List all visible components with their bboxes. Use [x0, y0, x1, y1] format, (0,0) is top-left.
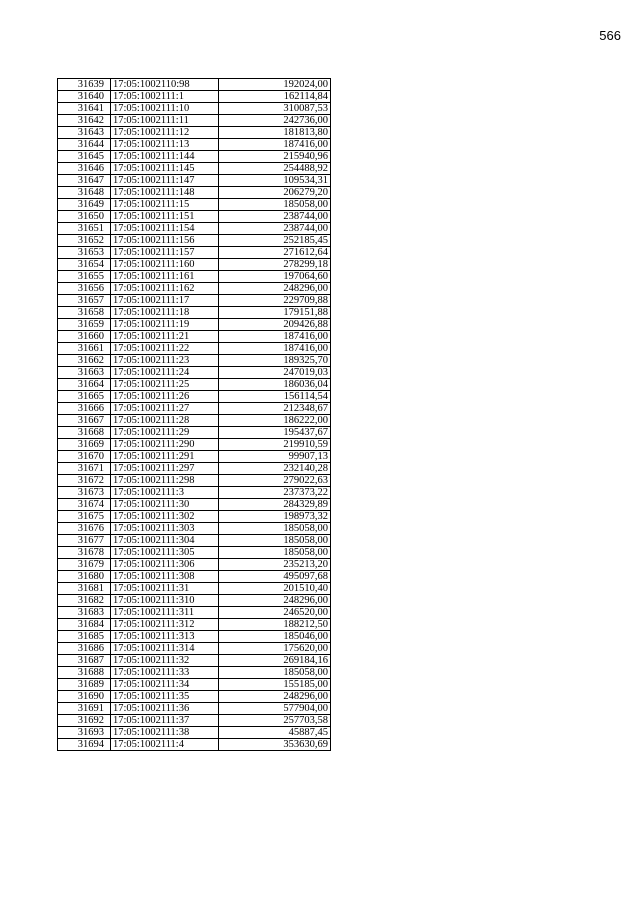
row-number-cell: 31665 — [58, 391, 111, 403]
cadastral-number-cell: 17:05:1002111:36 — [111, 703, 219, 715]
amount-cell: 187416,00 — [219, 343, 331, 355]
row-number-cell: 31676 — [58, 523, 111, 535]
table-row — [58, 403, 331, 415]
row-number-cell: 31671 — [58, 463, 111, 475]
cadastral-number-cell: 17:05:1002111:302 — [111, 511, 219, 523]
table-row — [58, 211, 331, 223]
cadastral-number-cell: 17:05:1002111:24 — [111, 367, 219, 379]
row-number-cell: 31679 — [58, 559, 111, 571]
cadastral-number-cell: 17:05:1002111:312 — [111, 619, 219, 631]
amount-cell: 187416,00 — [219, 331, 331, 343]
row-number-cell: 31639 — [58, 79, 111, 91]
amount-cell: 248296,00 — [219, 595, 331, 607]
cadastral-number-cell: 17:05:1002111:11 — [111, 115, 219, 127]
row-number-cell: 31662 — [58, 355, 111, 367]
row-number-cell: 31648 — [58, 187, 111, 199]
table-row — [58, 607, 331, 619]
table-row — [58, 175, 331, 187]
row-number-cell: 31656 — [58, 283, 111, 295]
table-row — [58, 163, 331, 175]
row-number-cell: 31672 — [58, 475, 111, 487]
row-number-cell: 31641 — [58, 103, 111, 115]
table-row — [58, 679, 331, 691]
cadastral-number-cell: 17:05:1002111:12 — [111, 127, 219, 139]
cadastral-number-cell: 17:05:1002111:3 — [111, 487, 219, 499]
row-number-cell: 31646 — [58, 163, 111, 175]
cadastral-number-cell: 17:05:1002111:162 — [111, 283, 219, 295]
table-row — [58, 391, 331, 403]
table-row — [58, 271, 331, 283]
row-number-cell: 31640 — [58, 91, 111, 103]
table-row — [58, 655, 331, 667]
row-number-cell: 31655 — [58, 271, 111, 283]
table-row — [58, 319, 331, 331]
cadastral-number-cell: 17:05:1002111:160 — [111, 259, 219, 271]
row-number-cell: 31685 — [58, 631, 111, 643]
row-number-cell: 31643 — [58, 127, 111, 139]
row-number-cell: 31652 — [58, 235, 111, 247]
cadastral-number-cell: 17:05:1002111:298 — [111, 475, 219, 487]
cadastral-number-cell: 17:05:1002111:157 — [111, 247, 219, 259]
row-number-cell: 31694 — [58, 739, 111, 751]
cadastral-number-cell: 17:05:1002111:297 — [111, 463, 219, 475]
cadastral-number-cell: 17:05:1002111:32 — [111, 655, 219, 667]
table-row — [58, 727, 331, 739]
row-number-cell: 31681 — [58, 583, 111, 595]
cadastral-number-cell: 17:05:1002111:10 — [111, 103, 219, 115]
cadastral-number-cell: 17:05:1002111:26 — [111, 391, 219, 403]
row-number-cell: 31661 — [58, 343, 111, 355]
table-row — [58, 103, 331, 115]
row-number-cell: 31688 — [58, 667, 111, 679]
table-row — [58, 283, 331, 295]
row-number-cell: 31654 — [58, 259, 111, 271]
row-number-cell: 31686 — [58, 643, 111, 655]
table-row — [58, 715, 331, 727]
table-row — [58, 295, 331, 307]
amount-cell: 271612,64 — [219, 247, 331, 259]
table-row — [58, 487, 331, 499]
cadastral-number-cell: 17:05:1002110:98 — [111, 79, 219, 91]
cadastral-number-cell: 17:05:1002111:144 — [111, 151, 219, 163]
amount-cell: 155185,00 — [219, 679, 331, 691]
amount-cell: 215940,96 — [219, 151, 331, 163]
table-row — [58, 199, 331, 211]
table-row — [58, 583, 331, 595]
cadastral-number-cell: 17:05:1002111:147 — [111, 175, 219, 187]
amount-cell: 99907,13 — [219, 451, 331, 463]
amount-cell: 247019,03 — [219, 367, 331, 379]
cadastral-number-cell: 17:05:1002111:29 — [111, 427, 219, 439]
amount-cell: 257703,58 — [219, 715, 331, 727]
table-row — [58, 415, 331, 427]
row-number-cell: 31660 — [58, 331, 111, 343]
cadastral-number-cell: 17:05:1002111:13 — [111, 139, 219, 151]
cadastral-number-cell: 17:05:1002111:151 — [111, 211, 219, 223]
table-row — [58, 571, 331, 583]
cadastral-number-cell: 17:05:1002111:306 — [111, 559, 219, 571]
row-number-cell: 31683 — [58, 607, 111, 619]
row-number-cell: 31642 — [58, 115, 111, 127]
amount-cell: 185058,00 — [219, 535, 331, 547]
cadastral-number-cell: 17:05:1002111:30 — [111, 499, 219, 511]
amount-cell: 252185,45 — [219, 235, 331, 247]
cadastral-number-cell: 17:05:1002111:310 — [111, 595, 219, 607]
cadastral-number-cell: 17:05:1002111:27 — [111, 403, 219, 415]
amount-cell: 185046,00 — [219, 631, 331, 643]
row-number-cell: 31675 — [58, 511, 111, 523]
cadastral-number-cell: 17:05:1002111:34 — [111, 679, 219, 691]
row-number-cell: 31669 — [58, 439, 111, 451]
table-row — [58, 523, 331, 535]
table-row — [58, 451, 331, 463]
table-row — [58, 115, 331, 127]
row-number-cell: 31680 — [58, 571, 111, 583]
table-row — [58, 379, 331, 391]
amount-cell: 187416,00 — [219, 139, 331, 151]
cadastral-number-cell: 17:05:1002111:31 — [111, 583, 219, 595]
amount-cell: 284329,89 — [219, 499, 331, 511]
table-row — [58, 439, 331, 451]
amount-cell: 235213,20 — [219, 559, 331, 571]
amount-cell: 232140,28 — [219, 463, 331, 475]
table-row — [58, 667, 331, 679]
row-number-cell: 31682 — [58, 595, 111, 607]
row-number-cell: 31657 — [58, 295, 111, 307]
cadastral-number-cell: 17:05:1002111:25 — [111, 379, 219, 391]
cadastral-number-cell: 17:05:1002111:38 — [111, 727, 219, 739]
row-number-cell: 31666 — [58, 403, 111, 415]
table-row — [58, 475, 331, 487]
table-row — [58, 595, 331, 607]
amount-cell: 242736,00 — [219, 115, 331, 127]
row-number-cell: 31673 — [58, 487, 111, 499]
amount-cell: 189325,70 — [219, 355, 331, 367]
row-number-cell: 31674 — [58, 499, 111, 511]
table-row — [58, 355, 331, 367]
cadastral-number-cell: 17:05:1002111:17 — [111, 295, 219, 307]
cadastral-number-cell: 17:05:1002111:156 — [111, 235, 219, 247]
table-row — [58, 463, 331, 475]
table-row — [58, 619, 331, 631]
row-number-cell: 31651 — [58, 223, 111, 235]
cadastral-number-cell: 17:05:1002111:28 — [111, 415, 219, 427]
cadastral-number-cell: 17:05:1002111:148 — [111, 187, 219, 199]
amount-cell: 238744,00 — [219, 211, 331, 223]
cadastral-number-cell: 17:05:1002111:304 — [111, 535, 219, 547]
amount-cell: 188212,50 — [219, 619, 331, 631]
table-row — [58, 223, 331, 235]
table-row — [58, 343, 331, 355]
table-row — [58, 703, 331, 715]
cadastral-number-cell: 17:05:1002111:145 — [111, 163, 219, 175]
cadastral-number-cell: 17:05:1002111:37 — [111, 715, 219, 727]
table-row — [58, 235, 331, 247]
cadastral-number-cell: 17:05:1002111:15 — [111, 199, 219, 211]
row-number-cell: 31659 — [58, 319, 111, 331]
cadastral-number-cell: 17:05:1002111:161 — [111, 271, 219, 283]
row-number-cell: 31645 — [58, 151, 111, 163]
row-number-cell: 31677 — [58, 535, 111, 547]
cadastral-number-cell: 17:05:1002111:313 — [111, 631, 219, 643]
table-row — [58, 511, 331, 523]
table-row — [58, 559, 331, 571]
amount-cell: 577904,00 — [219, 703, 331, 715]
row-number-cell: 31649 — [58, 199, 111, 211]
table-row — [58, 247, 331, 259]
table-row — [58, 259, 331, 271]
amount-cell: 219910,59 — [219, 439, 331, 451]
table-row — [58, 151, 331, 163]
amount-cell: 209426,88 — [219, 319, 331, 331]
amount-cell: 185058,00 — [219, 667, 331, 679]
amount-cell: 238744,00 — [219, 223, 331, 235]
table-row — [58, 739, 331, 751]
row-number-cell: 31678 — [58, 547, 111, 559]
row-number-cell: 31663 — [58, 367, 111, 379]
amount-cell: 197064,60 — [219, 271, 331, 283]
amount-cell: 269184,16 — [219, 655, 331, 667]
table-row — [58, 535, 331, 547]
table-row — [58, 187, 331, 199]
row-number-cell: 31653 — [58, 247, 111, 259]
table-row — [58, 139, 331, 151]
table-body — [58, 79, 331, 751]
amount-cell: 237373,22 — [219, 487, 331, 499]
data-table — [57, 78, 331, 751]
amount-cell: 246520,00 — [219, 607, 331, 619]
amount-cell: 212348,67 — [219, 403, 331, 415]
cadastral-number-cell: 17:05:1002111:23 — [111, 355, 219, 367]
table-row — [58, 307, 331, 319]
amount-cell: 254488,92 — [219, 163, 331, 175]
cadastral-number-cell: 17:05:1002111:18 — [111, 307, 219, 319]
amount-cell: 278299,18 — [219, 259, 331, 271]
amount-cell: 495097,68 — [219, 571, 331, 583]
cadastral-number-cell: 17:05:1002111:290 — [111, 439, 219, 451]
table-row — [58, 91, 331, 103]
row-number-cell: 31664 — [58, 379, 111, 391]
amount-cell: 185058,00 — [219, 547, 331, 559]
amount-cell: 248296,00 — [219, 691, 331, 703]
amount-cell: 248296,00 — [219, 283, 331, 295]
table-row — [58, 79, 331, 91]
amount-cell: 175620,00 — [219, 643, 331, 655]
row-number-cell: 31687 — [58, 655, 111, 667]
row-number-cell: 31667 — [58, 415, 111, 427]
table-row — [58, 547, 331, 559]
row-number-cell: 31658 — [58, 307, 111, 319]
page-number: 566 — [599, 28, 621, 43]
amount-cell: 353630,69 — [219, 739, 331, 751]
row-number-cell: 31691 — [58, 703, 111, 715]
amount-cell: 179151,88 — [219, 307, 331, 319]
amount-cell: 195437,67 — [219, 427, 331, 439]
amount-cell: 192024,00 — [219, 79, 331, 91]
amount-cell: 109534,31 — [219, 175, 331, 187]
table-row — [58, 691, 331, 703]
amount-cell: 185058,00 — [219, 523, 331, 535]
cadastral-number-cell: 17:05:1002111:305 — [111, 547, 219, 559]
cadastral-number-cell: 17:05:1002111:33 — [111, 667, 219, 679]
cadastral-number-cell: 17:05:1002111:35 — [111, 691, 219, 703]
amount-cell: 201510,40 — [219, 583, 331, 595]
row-number-cell: 31644 — [58, 139, 111, 151]
table-row — [58, 499, 331, 511]
row-number-cell: 31650 — [58, 211, 111, 223]
amount-cell: 185058,00 — [219, 199, 331, 211]
table-row — [58, 127, 331, 139]
amount-cell: 198973,32 — [219, 511, 331, 523]
amount-cell: 181813,80 — [219, 127, 331, 139]
cadastral-number-cell: 17:05:1002111:22 — [111, 343, 219, 355]
cadastral-number-cell: 17:05:1002111:21 — [111, 331, 219, 343]
row-number-cell: 31668 — [58, 427, 111, 439]
row-number-cell: 31670 — [58, 451, 111, 463]
row-number-cell: 31693 — [58, 727, 111, 739]
table-row — [58, 427, 331, 439]
row-number-cell: 31690 — [58, 691, 111, 703]
amount-cell: 310087,53 — [219, 103, 331, 115]
cadastral-number-cell: 17:05:1002111:1 — [111, 91, 219, 103]
amount-cell: 279022,63 — [219, 475, 331, 487]
cadastral-number-cell: 17:05:1002111:19 — [111, 319, 219, 331]
amount-cell: 186036,04 — [219, 379, 331, 391]
row-number-cell: 31647 — [58, 175, 111, 187]
cadastral-number-cell: 17:05:1002111:314 — [111, 643, 219, 655]
amount-cell: 156114,54 — [219, 391, 331, 403]
row-number-cell: 31684 — [58, 619, 111, 631]
amount-cell: 206279,20 — [219, 187, 331, 199]
cadastral-number-cell: 17:05:1002111:311 — [111, 607, 219, 619]
table-row — [58, 631, 331, 643]
row-number-cell: 31692 — [58, 715, 111, 727]
cadastral-number-cell: 17:05:1002111:4 — [111, 739, 219, 751]
row-number-cell: 31689 — [58, 679, 111, 691]
cadastral-number-cell: 17:05:1002111:308 — [111, 571, 219, 583]
amount-cell: 186222,00 — [219, 415, 331, 427]
amount-cell: 162114,84 — [219, 91, 331, 103]
table-row — [58, 367, 331, 379]
table-row — [58, 331, 331, 343]
amount-cell: 229709,88 — [219, 295, 331, 307]
cadastral-number-cell: 17:05:1002111:303 — [111, 523, 219, 535]
amount-cell: 45887,45 — [219, 727, 331, 739]
cadastral-number-cell: 17:05:1002111:154 — [111, 223, 219, 235]
table-row — [58, 643, 331, 655]
cadastral-number-cell: 17:05:1002111:291 — [111, 451, 219, 463]
